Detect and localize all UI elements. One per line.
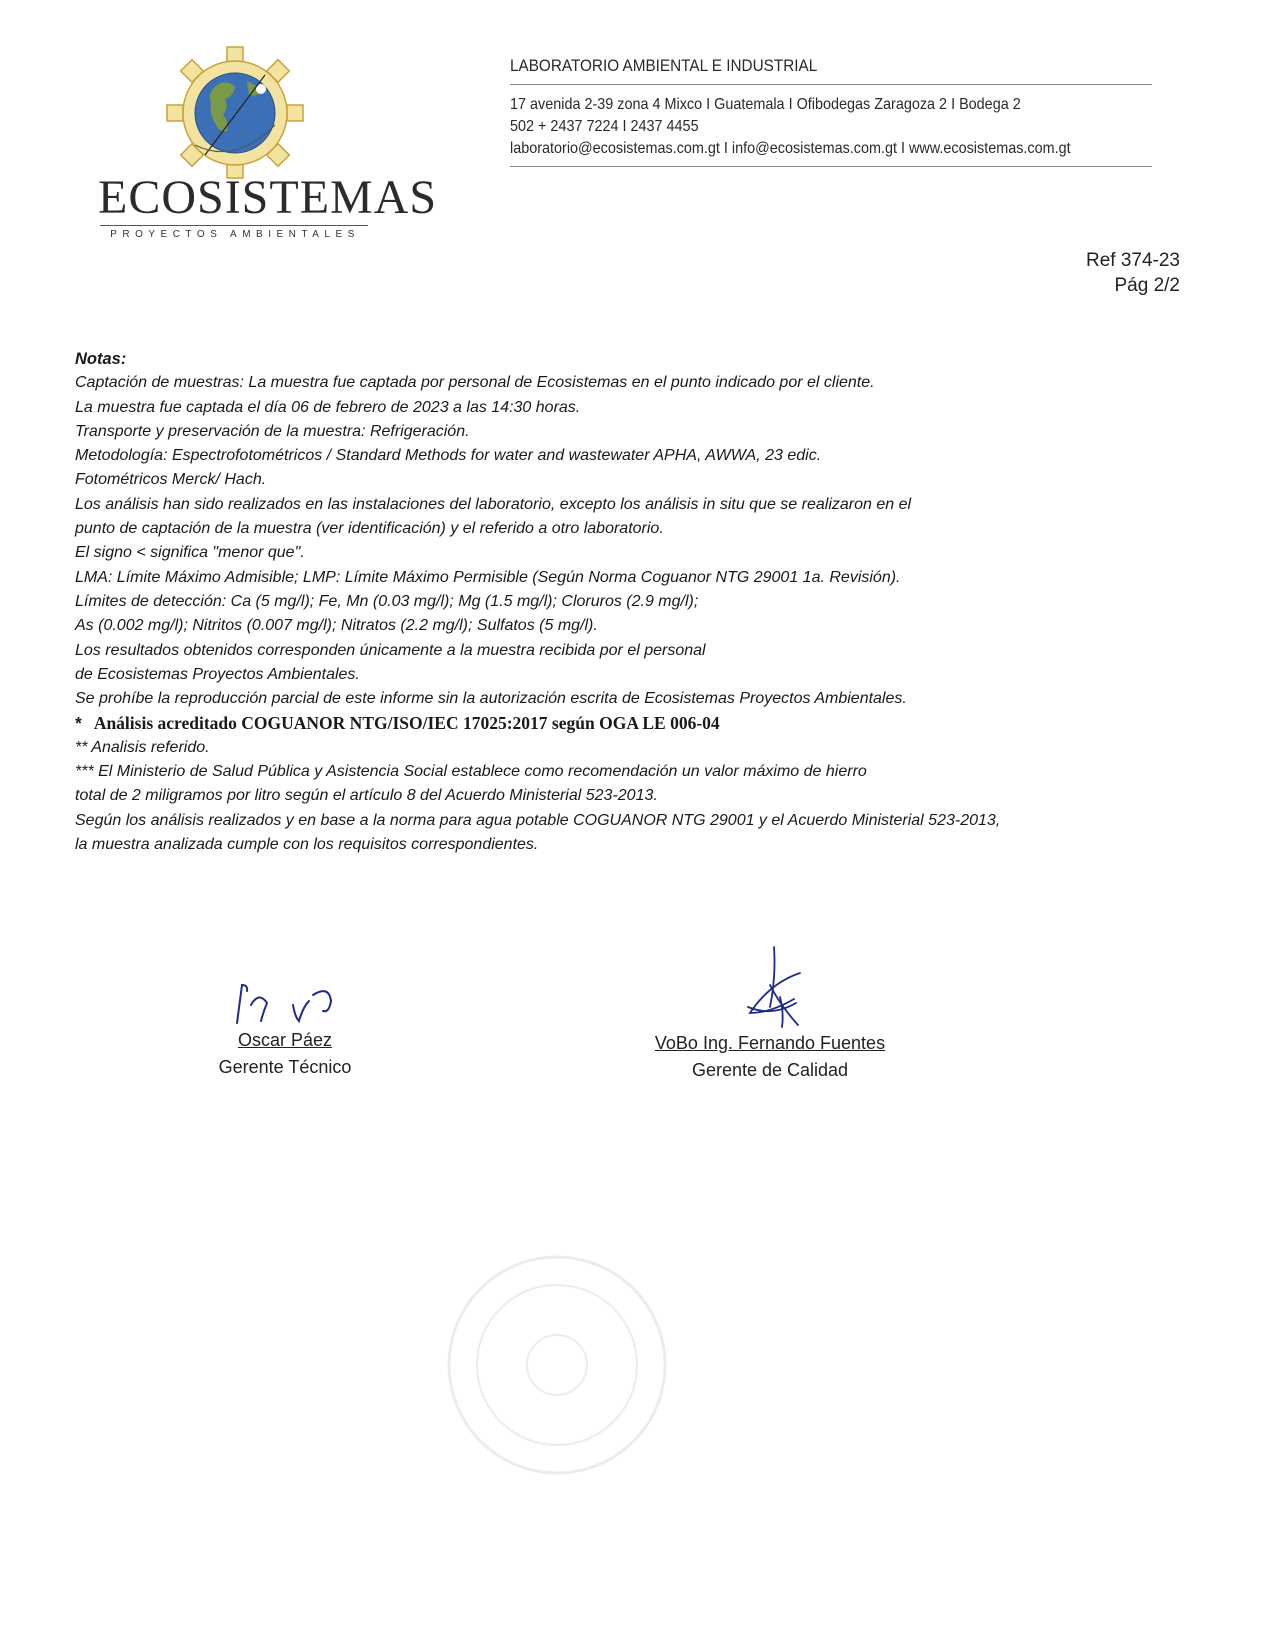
note-line: Se prohíbe la reproducción parcial de este informe sin la autorización escrita de Ecosistemas Proyectos Ambientales. (75, 690, 907, 708)
note-line: El signo < significa "menor que". (75, 544, 305, 562)
lab-title: LABORATORIO AMBIENTAL E INDUSTRIAL (510, 56, 818, 75)
note-line: La muestra fue captada el día 06 de febrero de 2023 a las 14:30 horas. (75, 398, 581, 416)
accreditation-marker: * (75, 713, 82, 734)
notes-section (75, 347, 1195, 857)
quality-manager-name: VoBo Ing. Fernando Fuentes (654, 1033, 886, 1053)
note-line: LMA: Límite Máximo Admisible; LMP: Límite Máximo Permisible (Según Norma Coguanor NTG 29001 1a. Revisión). (75, 568, 901, 586)
letterhead (510, 56, 1152, 167)
reference-code: Ref 374-23 (1085, 250, 1180, 271)
note-line: Límites de detección: Ca (5 mg/l); Fe, Mn (0.03 mg/l); Mg (1.5 mg/l); Cloruros (2.9 mg/l); (75, 592, 699, 610)
reference-block (1086, 248, 1180, 298)
signature-block-quality (620, 945, 920, 1081)
accreditation-text: Análisis acreditado COGUANOR NTG/ISO/IEC 17025:2017 según OGA LE 006-04 (93, 713, 720, 734)
page-number: Pág 2/2 (1114, 275, 1180, 296)
note-line: Según los análisis realizados y en base a la norma para agua potable COGUANOR NTG 29001 y el Acuerdo Ministerial 523-2013, (75, 811, 1001, 829)
header-divider-top (510, 84, 1152, 85)
phone-line: 502 + 2437 7224 I 2437 4455 (510, 118, 699, 135)
header-divider-bottom (510, 166, 1152, 167)
note-line: Transporte y preservación de la muestra: Refrigeración. (75, 422, 470, 440)
gear-globe-icon (165, 45, 305, 180)
note-line: punto de captación de la muestra (ver identificación) y el referido a otro laboratorio. (75, 520, 664, 538)
note-line: Captación de muestras: La muestra fue captada por personal de Ecosistemas en el punto indicado por el cliente. (75, 374, 875, 392)
note-line: As (0.002 mg/l); Nitritos (0.007 mg/l); Nitratos (2.2 mg/l); Sulfatos (5 mg/l). (75, 617, 598, 635)
note-line: total de 2 miligramos por litro según el artículo 8 del Acuerdo Ministerial 523-2013. (75, 787, 658, 805)
contact-block (510, 94, 1152, 160)
note-line: de Ecosistemas Proyectos Ambientales. (75, 665, 360, 683)
technical-manager-name: Oscar Páez (237, 1030, 333, 1050)
handwritten-signature-icon (215, 975, 355, 1030)
notes-heading: Notas: (75, 350, 127, 368)
company-logo (90, 45, 438, 245)
brand-tagline: PROYECTOS AMBIENTALES (110, 229, 360, 240)
note-line: Fotométricos Merck/ Hach. (75, 471, 267, 489)
note-line: Los resultados obtenidos corresponden únicamente a la muestra recibida por el personal (75, 641, 706, 659)
note-line: Metodología: Espectrofotométricos / Standard Methods for water and wastewater APHA, AWWA, 23 edic. (75, 447, 822, 465)
note-line: ** Analisis referido. (75, 738, 210, 756)
handwritten-signature-icon (710, 945, 830, 1033)
quality-manager-role: Gerente de Calidad (691, 1060, 849, 1080)
brand-divider (100, 225, 368, 226)
address-line: 17 avenida 2-39 zona 4 Mixco I Guatemala I Ofibodegas Zaragoza 2 I Bodega 2 (510, 96, 1021, 113)
brand-name: ECOSISTEMAS (98, 171, 438, 224)
signature-block-technical (165, 975, 405, 1078)
note-line: Los análisis han sido realizados en las instalaciones del laboratorio, excepto los análisis in situ que se realizaron en el (75, 495, 912, 513)
embossed-seal-icon (442, 1250, 672, 1480)
note-line: *** El Ministerio de Salud Pública y Asistencia Social establece como recomendación un valor máximo de hierro (75, 763, 867, 781)
accreditation-note (75, 711, 1195, 735)
technical-manager-role: Gerente Técnico (218, 1057, 352, 1077)
contact-line: laboratorio@ecosistemas.com.gt I info@ecosistemas.com.gt I www.ecosistemas.com.gt (510, 140, 1071, 157)
note-line: la muestra analizada cumple con los requisitos correspondientes. (75, 835, 539, 853)
